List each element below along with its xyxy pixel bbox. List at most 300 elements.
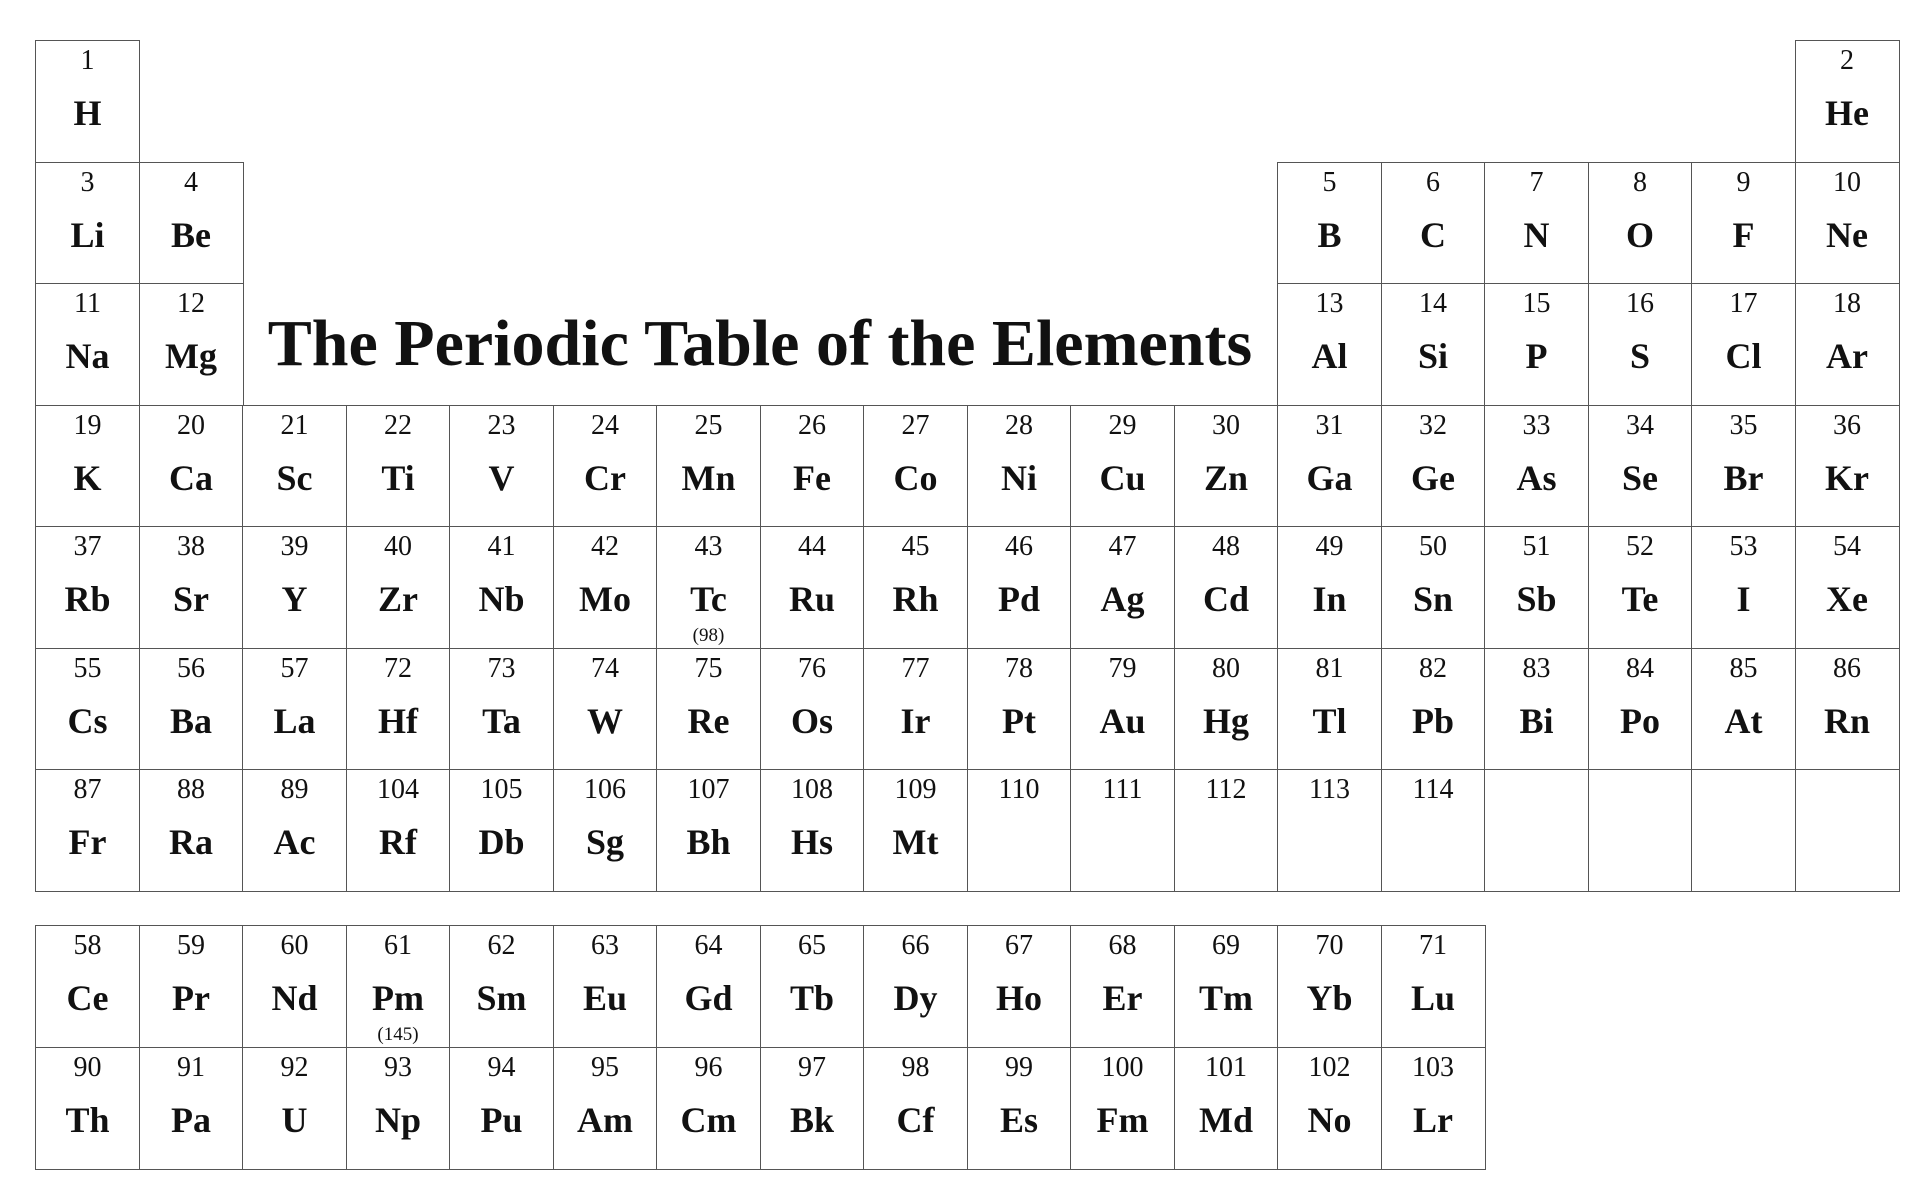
atomic-number: 29 <box>1108 409 1137 441</box>
element-cell <box>1277 925 1382 1048</box>
element-cell <box>656 769 761 892</box>
atomic-number: 76 <box>798 652 826 684</box>
atomic-number: 38 <box>177 531 205 562</box>
element-symbol: Ba <box>169 700 212 741</box>
element-cell <box>656 925 761 1048</box>
element-cell <box>242 1047 347 1170</box>
atomic-number: 83 <box>1522 652 1551 684</box>
element-symbol: Gd <box>684 978 733 1018</box>
element-symbol: Ta <box>482 700 521 741</box>
element-cell <box>35 283 140 406</box>
element-cell <box>656 405 761 528</box>
element-cell <box>967 648 1072 771</box>
element-cell <box>863 405 968 528</box>
atomic-number: 50 <box>1419 531 1447 562</box>
atomic-number: 82 <box>1419 652 1447 684</box>
element-cell <box>1588 648 1693 771</box>
atomic-number: 90 <box>73 1051 102 1083</box>
atomic-number: 101 <box>1205 1051 1247 1083</box>
element-symbol: Pu <box>480 1099 523 1140</box>
atomic-number: 78 <box>1005 652 1033 684</box>
atomic-number: 21 <box>280 409 309 441</box>
atomic-number: 51 <box>1522 531 1551 562</box>
atomic-number: 113 <box>1309 774 1350 805</box>
atomic-number: 95 <box>591 1051 619 1083</box>
atomic-number: 3 <box>80 166 95 198</box>
element-symbol: Co <box>893 457 938 498</box>
element-cell <box>1795 40 1900 163</box>
element-symbol: Sg <box>585 822 625 862</box>
atomic-number: 60 <box>280 930 309 961</box>
element-cell <box>1381 925 1486 1048</box>
atomic-number: 56 <box>177 652 205 684</box>
atomic-number: 91 <box>177 1051 205 1083</box>
atomic-number: 110 <box>998 774 1040 805</box>
element-cell <box>35 526 140 649</box>
element-cell <box>1070 405 1175 528</box>
atomic-number: 43 <box>694 531 723 562</box>
element-cell <box>346 405 451 528</box>
element-cell <box>1277 648 1382 771</box>
atomic-number: 20 <box>177 409 205 441</box>
element-cell <box>1795 283 1900 406</box>
atomic-number: 79 <box>1108 652 1137 684</box>
atomic-number: 35 <box>1729 409 1758 441</box>
atomic-number: 22 <box>384 409 412 441</box>
element-symbol: La <box>273 700 316 741</box>
element-symbol: Tb <box>789 978 835 1018</box>
atomic-number: 93 <box>384 1051 412 1083</box>
element-symbol: Am <box>577 1099 633 1140</box>
element-cell <box>139 283 244 406</box>
element-symbol: In <box>1312 579 1347 619</box>
element-cell <box>1381 526 1486 649</box>
atomic-number: 2 <box>1840 45 1854 76</box>
element-symbol: Cd <box>1202 579 1250 619</box>
element-symbol: Rb <box>64 579 111 619</box>
element-symbol: Fr <box>68 822 107 862</box>
atomic-number: 114 <box>1412 774 1454 805</box>
element-cell <box>35 405 140 528</box>
element-cell <box>35 1047 140 1170</box>
atomic-mass: (98) <box>692 625 725 646</box>
element-symbol: H <box>73 93 102 133</box>
element-cell <box>760 769 865 892</box>
element-cell <box>656 526 761 649</box>
atomic-number: 49 <box>1315 531 1344 562</box>
atomic-number: 25 <box>694 409 723 441</box>
element-cell <box>242 405 347 528</box>
element-cell <box>242 925 347 1048</box>
element-cell <box>1277 162 1382 285</box>
element-cell <box>1691 283 1796 406</box>
element-cell <box>346 1047 451 1170</box>
atomic-number: 32 <box>1419 409 1447 441</box>
element-cell <box>1277 1047 1382 1170</box>
element-symbol: Ag <box>1100 579 1145 619</box>
element-cell <box>35 769 140 892</box>
element-cell <box>1070 1047 1175 1170</box>
element-symbol: Ni <box>1001 457 1037 498</box>
atomic-number: 88 <box>177 774 205 805</box>
element-symbol: Fe <box>793 457 831 498</box>
atomic-number: 86 <box>1833 652 1861 684</box>
element-cell <box>1070 769 1175 892</box>
element-symbol: W <box>587 700 623 741</box>
element-cell <box>139 526 244 649</box>
element-symbol: Rf <box>379 822 417 862</box>
element-cell <box>346 648 451 771</box>
atomic-number: 77 <box>901 652 930 684</box>
element-cell <box>1277 526 1382 649</box>
atomic-number: 92 <box>280 1051 309 1083</box>
element-cell <box>553 925 658 1048</box>
element-cell <box>967 405 1072 528</box>
atomic-number: 66 <box>901 930 930 961</box>
atomic-number: 36 <box>1833 409 1861 441</box>
element-symbol: F <box>1732 214 1755 255</box>
element-symbol: Be <box>171 214 211 255</box>
element-symbol: Nb <box>478 579 525 619</box>
atomic-number: 67 <box>1005 930 1033 961</box>
atomic-number: 54 <box>1833 531 1861 562</box>
element-symbol: Li <box>70 214 105 255</box>
element-symbol: Ru <box>788 579 836 619</box>
element-symbol: Te <box>1621 579 1659 619</box>
element-symbol: Cf <box>896 1099 935 1140</box>
element-symbol: Ac <box>273 822 316 862</box>
atomic-number: 34 <box>1626 409 1654 441</box>
element-cell <box>1174 648 1279 771</box>
element-symbol: Ar <box>1826 336 1868 376</box>
atomic-number: 61 <box>384 930 412 961</box>
element-cell <box>1691 769 1796 892</box>
element-symbol: Sr <box>173 579 209 619</box>
element-symbol: N <box>1523 214 1550 255</box>
element-symbol: Kr <box>1825 457 1869 498</box>
atomic-number: 45 <box>901 531 930 562</box>
atomic-number: 84 <box>1626 652 1654 684</box>
element-symbol: C <box>1420 214 1446 255</box>
element-symbol: Th <box>65 1099 110 1140</box>
element-cell <box>1484 526 1589 649</box>
element-cell <box>35 648 140 771</box>
element-cell <box>35 40 140 163</box>
atomic-number: 106 <box>584 774 626 805</box>
atomic-number: 87 <box>73 774 102 805</box>
atomic-number: 70 <box>1315 930 1344 961</box>
element-symbol: Tl <box>1312 700 1347 741</box>
element-symbol: Y <box>281 579 308 619</box>
element-symbol: Sn <box>1412 579 1454 619</box>
element-cell <box>1691 648 1796 771</box>
page-title: The Periodic Table of the Elements <box>267 307 1253 380</box>
atomic-number: 31 <box>1315 409 1344 441</box>
element-symbol: Yb <box>1306 978 1353 1018</box>
element-symbol: Sb <box>1516 579 1557 619</box>
atomic-number: 65 <box>798 930 826 961</box>
atomic-number: 96 <box>694 1051 723 1083</box>
element-cell <box>139 648 244 771</box>
element-symbol: Ti <box>381 457 415 498</box>
element-symbol: Hf <box>378 700 418 741</box>
atomic-number: 100 <box>1101 1051 1144 1083</box>
element-cell <box>1277 769 1382 892</box>
element-symbol: Cr <box>584 457 626 498</box>
element-cell <box>35 162 140 285</box>
atomic-number: 98 <box>901 1051 930 1083</box>
element-symbol: Pa <box>171 1099 211 1140</box>
element-cell <box>346 769 451 892</box>
element-cell <box>1484 162 1589 285</box>
element-cell <box>656 1047 761 1170</box>
element-symbol: Dy <box>893 978 938 1018</box>
atomic-number: 1 <box>80 45 95 76</box>
element-cell <box>553 405 658 528</box>
atomic-number: 89 <box>280 774 309 805</box>
element-symbol: Lu <box>1410 978 1456 1018</box>
atomic-number: 97 <box>798 1051 826 1083</box>
element-symbol: Er <box>1102 978 1143 1018</box>
element-cell <box>1795 769 1900 892</box>
element-cell <box>1588 162 1693 285</box>
atomic-mass: (145) <box>377 1024 419 1045</box>
element-symbol: Tm <box>1199 978 1253 1018</box>
element-cell <box>1588 526 1693 649</box>
atomic-number: 18 <box>1833 288 1861 319</box>
element-cell <box>760 526 865 649</box>
element-cell <box>1484 283 1589 406</box>
element-symbol: Ga <box>1306 457 1353 498</box>
element-cell <box>449 769 554 892</box>
element-cell <box>1691 405 1796 528</box>
element-cell <box>449 405 554 528</box>
atomic-number: 108 <box>791 774 833 805</box>
element-cell <box>449 526 554 649</box>
element-symbol: Cl <box>1725 336 1762 376</box>
element-symbol: Fm <box>1096 1099 1149 1140</box>
element-cell <box>967 769 1072 892</box>
element-cell <box>1484 648 1589 771</box>
atomic-number: 57 <box>280 652 309 684</box>
element-cell <box>1174 405 1279 528</box>
element-symbol: No <box>1307 1099 1352 1140</box>
element-symbol: At <box>1724 700 1763 741</box>
element-symbol: Ne <box>1826 214 1868 255</box>
element-symbol: Au <box>1099 700 1146 741</box>
atomic-number: 26 <box>798 409 826 441</box>
element-cell <box>1691 162 1796 285</box>
atomic-number: 28 <box>1005 409 1033 441</box>
atomic-number: 75 <box>694 652 723 684</box>
element-symbol: Po <box>1620 700 1660 741</box>
atomic-number: 62 <box>487 930 516 961</box>
element-symbol: Db <box>478 822 525 862</box>
element-cell <box>553 769 658 892</box>
atomic-number: 24 <box>591 409 619 441</box>
atomic-number: 7 <box>1529 166 1544 198</box>
element-symbol: Ce <box>66 978 109 1018</box>
atomic-number: 109 <box>894 774 937 805</box>
atomic-number: 27 <box>901 409 930 441</box>
element-cell <box>1795 648 1900 771</box>
atomic-number: 14 <box>1419 288 1447 319</box>
atomic-number: 99 <box>1005 1051 1033 1083</box>
atomic-number: 111 <box>1102 774 1143 805</box>
element-symbol: P <box>1525 336 1548 376</box>
element-cell <box>449 1047 554 1170</box>
atomic-number: 80 <box>1212 652 1240 684</box>
element-cell <box>139 405 244 528</box>
element-symbol: K <box>73 457 102 498</box>
element-symbol: Ca <box>169 457 213 498</box>
atomic-number: 39 <box>280 531 309 562</box>
element-symbol: Mg <box>165 336 217 376</box>
element-symbol: Cs <box>67 700 108 741</box>
element-symbol: I <box>1736 579 1751 619</box>
atomic-number: 55 <box>73 652 102 684</box>
atomic-number: 13 <box>1315 288 1344 319</box>
element-symbol: Cm <box>680 1099 737 1140</box>
atomic-number: 53 <box>1729 531 1758 562</box>
atomic-number: 102 <box>1308 1051 1351 1083</box>
element-symbol: He <box>1825 93 1869 133</box>
atomic-number: 15 <box>1522 288 1551 319</box>
element-cell <box>139 925 244 1048</box>
atomic-number: 37 <box>73 531 102 562</box>
element-cell <box>1070 526 1175 649</box>
element-symbol: Lr <box>1413 1099 1453 1140</box>
atomic-number: 11 <box>74 288 101 319</box>
element-symbol: Mo <box>579 579 631 619</box>
element-symbol: Rh <box>892 579 939 619</box>
element-symbol: Al <box>1311 336 1348 376</box>
atomic-number: 64 <box>694 930 723 961</box>
atomic-number: 5 <box>1322 166 1337 198</box>
element-symbol: Nd <box>271 978 318 1018</box>
element-symbol: Na <box>65 336 110 376</box>
element-symbol: V <box>488 457 515 498</box>
element-symbol: Md <box>1199 1099 1253 1140</box>
element-symbol: Pr <box>172 978 210 1018</box>
element-symbol: Pb <box>1411 700 1454 741</box>
element-cell <box>1381 1047 1486 1170</box>
atomic-number: 73 <box>487 652 516 684</box>
element-symbol: As <box>1516 457 1557 498</box>
atomic-number: 69 <box>1212 930 1240 961</box>
atomic-number: 68 <box>1108 930 1137 961</box>
element-cell <box>553 526 658 649</box>
element-symbol: U <box>281 1099 308 1140</box>
atomic-number: 12 <box>177 288 205 319</box>
atomic-number: 19 <box>73 409 102 441</box>
element-cell <box>139 162 244 285</box>
element-symbol: Se <box>1622 457 1658 498</box>
element-cell <box>760 925 865 1048</box>
atomic-number: 112 <box>1205 774 1247 805</box>
element-cell <box>1381 769 1486 892</box>
element-symbol: B <box>1317 214 1342 255</box>
element-symbol: Bk <box>789 1099 835 1140</box>
element-cell <box>1795 526 1900 649</box>
element-cell <box>553 1047 658 1170</box>
element-cell <box>1174 925 1279 1048</box>
element-cell <box>242 769 347 892</box>
element-symbol: Bi <box>1519 700 1554 741</box>
element-symbol: Zr <box>378 579 418 619</box>
atomic-number: 63 <box>591 930 619 961</box>
element-symbol: Bh <box>686 822 731 862</box>
element-cell <box>1484 769 1589 892</box>
atomic-number: 17 <box>1729 288 1758 319</box>
element-symbol: Ho <box>995 978 1042 1018</box>
element-cell <box>1381 162 1486 285</box>
atomic-number: 6 <box>1426 166 1440 198</box>
element-cell <box>346 925 451 1048</box>
element-symbol: Rn <box>1823 700 1871 741</box>
element-symbol: Sm <box>476 978 527 1018</box>
element-symbol: Ge <box>1411 457 1455 498</box>
element-symbol: Tc <box>690 579 727 619</box>
element-cell <box>449 925 554 1048</box>
element-cell <box>863 925 968 1048</box>
element-symbol: Br <box>1723 457 1764 498</box>
element-symbol: Re <box>687 700 730 741</box>
element-cell <box>1381 283 1486 406</box>
element-cell <box>1277 405 1382 528</box>
element-cell <box>863 769 968 892</box>
element-cell <box>1070 648 1175 771</box>
element-cell <box>242 526 347 649</box>
element-cell <box>1484 405 1589 528</box>
element-symbol: Mn <box>681 457 736 498</box>
element-symbol: Eu <box>582 978 628 1018</box>
atomic-number: 46 <box>1005 531 1033 562</box>
atomic-number: 58 <box>73 930 102 961</box>
atomic-number: 16 <box>1626 288 1654 319</box>
atomic-number: 42 <box>591 531 619 562</box>
element-symbol: Zn <box>1203 457 1249 498</box>
element-symbol: S <box>1629 336 1651 376</box>
atomic-number: 41 <box>487 531 516 562</box>
element-symbol: Pt <box>1002 700 1036 741</box>
element-cell <box>1277 283 1382 406</box>
element-cell <box>553 648 658 771</box>
element-symbol: Os <box>790 700 833 741</box>
element-cell <box>656 648 761 771</box>
element-cell <box>863 1047 968 1170</box>
atomic-number: 104 <box>377 774 419 805</box>
element-cell <box>1691 526 1796 649</box>
element-cell <box>1588 405 1693 528</box>
atomic-number: 81 <box>1315 652 1344 684</box>
atomic-number: 52 <box>1626 531 1654 562</box>
element-cell <box>1174 769 1279 892</box>
atomic-number: 85 <box>1729 652 1758 684</box>
element-cell <box>967 1047 1072 1170</box>
atomic-number: 107 <box>687 774 730 805</box>
element-cell <box>760 648 865 771</box>
atomic-number: 71 <box>1419 930 1447 961</box>
element-cell <box>967 526 1072 649</box>
element-cell <box>1795 162 1900 285</box>
element-symbol: Pd <box>997 579 1040 619</box>
atomic-number: 4 <box>184 166 198 198</box>
element-symbol: Ir <box>900 700 931 741</box>
atomic-number: 48 <box>1212 531 1240 562</box>
atomic-number: 47 <box>1108 531 1137 562</box>
element-symbol: Sc <box>276 457 313 498</box>
